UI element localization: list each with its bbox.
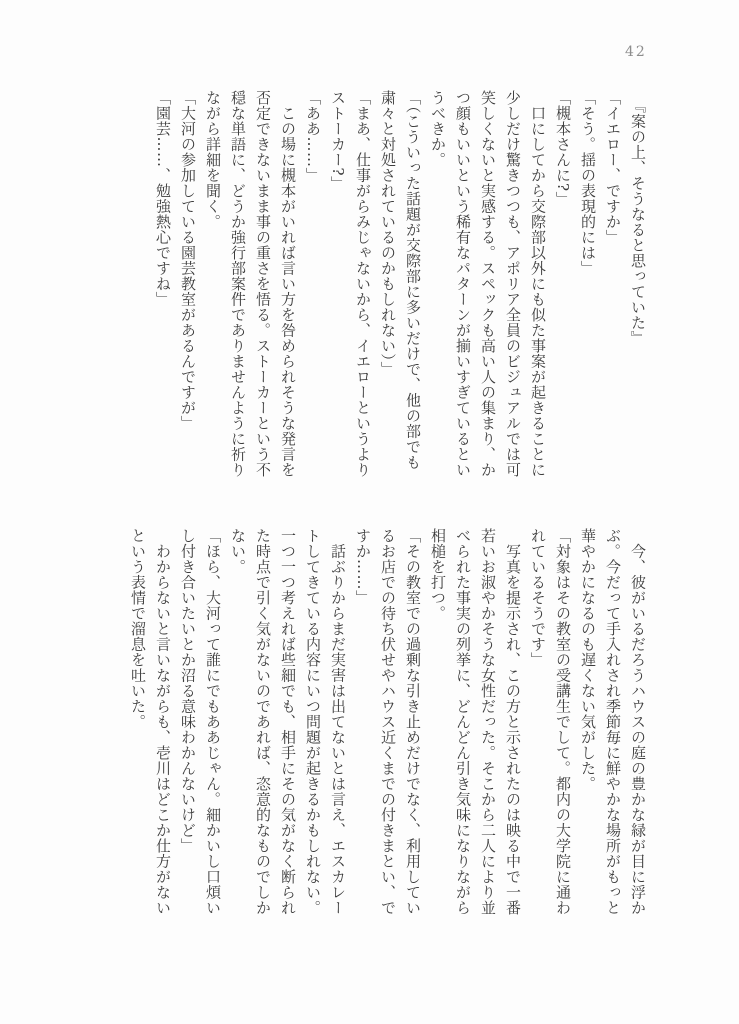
text-column: し付き合いたいとか沼る意味わかんないけど」 [179, 528, 197, 854]
text-column: 粛々と対処されているのかもしれない）」 [379, 90, 397, 377]
text-column: この場に槻本がいれば言い方を咎められそうな発言を [279, 90, 297, 478]
text-column: れているそうです」 [529, 528, 547, 668]
text-column: 「イエロー、ですか」 [604, 90, 622, 245]
text-column: 「ああ……」 [304, 90, 322, 183]
text-column: 若いお淑やかそうな女性だった。そこから二人により並 [479, 528, 497, 916]
bottom-text-block [125, 528, 650, 928]
text-column: 一つ一つ考えれば些細でも、相手にその気がなく断られ [279, 528, 297, 916]
text-column: 「槻本さんに?」 [554, 90, 572, 208]
text-column: べられた事実の列挙に、どんどん引き気味になりながら [454, 528, 472, 916]
text-column: 今、彼がいるだろうハウスの庭の豊かな緑が目に浮か [629, 528, 647, 916]
text-column: た時点で引く気がないのであれば、恣意的なものでしか [254, 528, 272, 916]
text-column: 「その教室での過剰な引き止めだけでなく、利用してい [404, 528, 422, 916]
text-column: 少しだけ驚きつつも、アポリア全員のビジュアルでは可 [504, 90, 522, 478]
page-number: 42 [625, 44, 647, 60]
text-column: 相槌を打つ。 [429, 528, 447, 621]
text-column: ながら詳細を聞く。 [204, 90, 222, 230]
text-column: 「（こういった話題が交際部に多いだけで、他の部でも [404, 90, 422, 470]
text-column: という表情で溜息を吐いた。 [129, 528, 147, 730]
text-column: 「園芸……、勉強熱心ですね」 [154, 90, 172, 307]
text-column: ない。 [229, 528, 247, 575]
text-column: 否定できないまま事の重さを悟る。ストーカーという不 [254, 90, 272, 478]
text-column: わからないと言いながらも、壱川はどこか仕方がない [154, 528, 172, 916]
text-column: つ顔もいいという稀有なパターンが揃いすぎているとい [454, 90, 472, 478]
top-text-block [150, 90, 650, 490]
text-column: 写真を提示され、この方と示されたのは映る中で一番 [504, 528, 522, 916]
text-column: 話ぶりからまだ実害は出てないとは言え、エスカレー [329, 528, 347, 916]
text-column: 「まあ、仕事がらみじゃないから、イエローというより [354, 90, 372, 478]
text-column: ぶ。今だって手入れされ季節毎に鮮やかな場所がもっと [604, 528, 622, 916]
text-column: 「そう。揺の表現的には」 [579, 90, 597, 276]
text-column: トしてきている内容にいつ問題が起きるかもしれない。 [304, 528, 322, 916]
text-column: すか……」 [354, 528, 372, 606]
text-column: 笑しくないと実感する。スペックも高い人の集まり、か [479, 90, 497, 478]
text-column: るお店での待ち伏せやハウス近くまでの付きまとい、で [379, 528, 397, 916]
text-column: うべきか。 [429, 90, 447, 168]
text-column: 「ほら、大河って誰にでもああじゃん。細かいし口煩い [204, 528, 222, 916]
text-column: 穏な単語に、どうか強行部案件でありませんように祈り [229, 90, 247, 478]
text-column: 『案の上、そうなると思っていた』 [629, 90, 647, 346]
text-column: 華やかになるのも遅くない気がした。 [579, 528, 597, 792]
text-column: 「対象はその教室の受講生でして。都内の大学院に通わ [554, 528, 572, 916]
text-column: ストーカー?」 [329, 90, 347, 192]
text-column: 「大河の参加している園芸教室があるんですが」 [179, 90, 197, 431]
text-column: 口にしてから交際部以外にも似た事案が起きることに [529, 90, 547, 478]
